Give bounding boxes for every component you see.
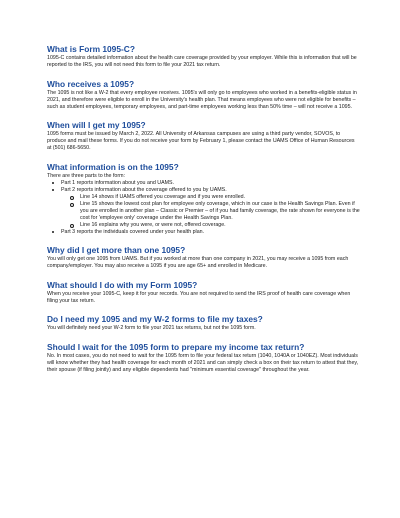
sublist-item-line-14 <box>80 194 360 201</box>
section-body: 1095-C contains detailed information about the health care coverage provided by your employer. While this is information that will be reported to the IRS, you will not need this form to file your 2021 tax return. <box>47 55 357 68</box>
section-information-on-1095 <box>47 162 360 236</box>
bullet-icon <box>52 182 54 184</box>
section-what-is-1095c <box>47 44 360 69</box>
sublist-item-text: Line 16 explains why you were, or were not, offered coverage. <box>80 221 226 228</box>
section-body: No. In most cases, you do not need to wait for the 1095 form to file your federal tax return (1040, 1040A or 1040EZ). Most individuals will know whether they had health coverage for each month of 2021 and can simply check a box on their tax return to attest that they, their spouse (if filing jointly) and any eligible dependents had "minimum essential coverage" throughout the year. <box>47 352 359 373</box>
section-who-receives <box>47 79 360 111</box>
section-heading: What is Form 1095-C? <box>47 44 135 54</box>
section-heading: Do I need my 1095 and my W-2 forms to file my taxes? <box>47 314 263 324</box>
section-heading: What should I do with my Form 1095? <box>47 279 198 290</box>
section-when-will-i-get <box>47 120 360 152</box>
section-heading: When will I get my 1095? <box>47 120 146 130</box>
sublist-item-text: Line 15 shows the lowest cost plan for employee only coverage, which in our case is the Health Savings Plan. Even if you are enrolled in another plan – Classic or Premier – of if you had family coverage, the rate shown for everyone is the cost for 'employee only' coverage under the Health Savings Plan. <box>80 200 360 221</box>
section-body: You will definitely need your W-2 form to file your 2021 tax returns, but not the 1095 form. <box>47 325 256 331</box>
hollow-bullet-icon <box>70 196 74 200</box>
sublist-item-line-15 <box>80 201 360 222</box>
section-body: When you receive your 1095-C, keep it for your records. You are not required to send the IRS proof of health care coverage when filing your tax return. <box>47 290 351 304</box>
sublist-item-line-16 <box>80 222 360 229</box>
section-heading: Why did I get more than one 1095? <box>47 245 186 255</box>
bullet-icon <box>52 231 54 233</box>
section-heading: Who receives a 1095? <box>47 78 135 89</box>
section-should-i-wait <box>47 342 360 374</box>
section-body: You will only get one 1095 from UAMS. But if you worked at more than one company in 2021, you may receive a 1095 from each company/employer. You may also receive a 1095 if you are age 65+ and enrolled in Medicare. <box>47 256 349 269</box>
list-item-text: Part 2 reports information about the coverage offered to you by UAMS. <box>61 186 227 193</box>
section-heading: What information is on the 1095? <box>47 161 179 172</box>
list-item-part-1 <box>61 180 360 187</box>
list-item-text: Part 3 reports the individuals covered under your health plan. <box>61 228 205 235</box>
hollow-bullet-icon <box>70 203 74 207</box>
section-heading: Should I wait for the 1095 form to prepare my income tax return? <box>47 341 305 352</box>
part-2-sublist <box>61 194 360 229</box>
section-body: 1095 forms must be issued by March 2, 2022. All University of Arkansas campuses are using a third party vendor, SOVOS, to produce and mail these forms. If you do not receive your form by February 1, please contact the UAMS Office of Human Resources at (501) 686-5650. <box>47 131 355 151</box>
list-item-part-2 <box>61 187 360 229</box>
list-item-part-3 <box>61 229 360 236</box>
list-item-text: Part 1 reports information about you and UAMS. <box>61 179 175 186</box>
section-what-to-do <box>47 280 360 305</box>
bullet-icon <box>52 189 54 191</box>
section-body: The 1095 is not like a W-2 that every employee receives. 1095's will only go to employees who worked in a benefits-eligible status in 2021, and therefore were eligible to enroll in the University's health plan. That means employees who were not eligible for benefits – such as student employees, temporary employees, and part-time employees working less than 50% time – will not receive a 1095. <box>47 89 357 110</box>
sublist-item-text: Line 14 shows if UAMS offered you coverage and if you were enrolled. <box>80 193 246 200</box>
section-body: There are three parts to the form: <box>47 172 126 179</box>
parts-list <box>47 180 360 236</box>
section-more-than-one <box>47 245 360 270</box>
hollow-bullet-icon <box>70 224 74 228</box>
section-need-1095-and-w2 <box>47 314 360 332</box>
